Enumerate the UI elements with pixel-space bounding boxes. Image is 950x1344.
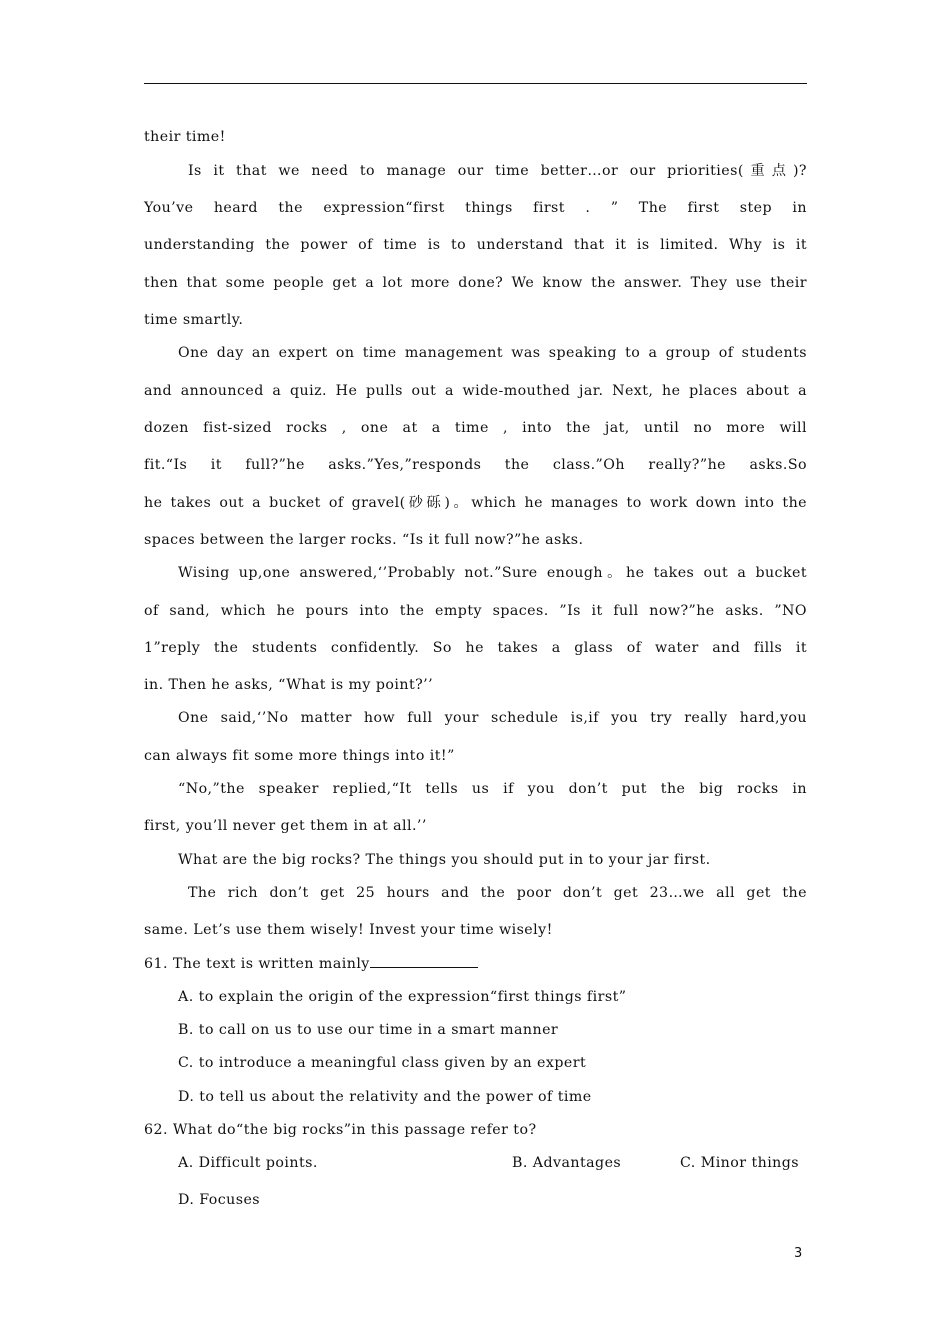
- passage-line: fit.“Is it full?”he asks.”Yes,”responds the class.”Oh really?”he asks.So: [144, 457, 807, 473]
- passage-line: of sand, which he pours into the empty spaces. ”Is it full now?”he asks. ”NO: [144, 603, 807, 619]
- passage-line: can always fit some more things into it!”: [144, 748, 455, 764]
- passage-line: One said,‘’No matter how full your schedule is,if you try really hard,you: [178, 710, 807, 726]
- question-61-stem: 61. The text is written mainly: [144, 953, 807, 974]
- question-62-option-a: A. Difficult points.: [178, 1155, 318, 1171]
- passage-line: Wising up,one answered,‘’Probably not.”Sure enough。he takes out a bucket: [178, 565, 807, 581]
- passage-line: same. Let’s use them wisely! Invest your time wisely!: [144, 922, 553, 938]
- page-number: 3: [794, 1246, 803, 1261]
- passage-line: 1”reply the students confidently. So he takes a glass of water and fills it: [144, 640, 807, 656]
- question-61-option-a: A. to explain the origin of the expression“first things first”: [178, 989, 627, 1005]
- question-61-option-d: D. to tell us about the relativity and the power of time: [178, 1089, 592, 1105]
- question-62-option-b: B. Advantages: [512, 1155, 622, 1171]
- passage-line: first, you’ll never get them in at all.’’: [144, 818, 427, 834]
- passage-line: time smartly.: [144, 312, 244, 328]
- answer-blank: [370, 953, 478, 968]
- question-62-option-c: C. Minor things: [680, 1155, 800, 1171]
- question-61-option-c: C. to introduce a meaningful class given by an expert: [178, 1055, 587, 1071]
- passage-line: their time!: [144, 129, 226, 145]
- passage-line: then that some people get a lot more done? We know the answer. They use their: [144, 275, 807, 291]
- passage-line: dozen fist-sized rocks , one at a time , into the jat, until no more will: [144, 420, 807, 436]
- passage-line: The rich don’t get 25 hours and the poor don’t get 23…we all get the: [188, 885, 807, 901]
- passage-line: and announced a quiz. He pulls out a wide-mouthed jar. Next, he places about a: [144, 383, 807, 399]
- passage-line: he takes out a bucket of gravel(砂砾)。which he manages to work down into the: [144, 495, 807, 511]
- passage-line: What are the big rocks? The things you should put in to your jar first.: [178, 852, 711, 868]
- passage-line: One day an expert on time management was speaking to a group of students: [178, 345, 807, 361]
- passage-line: Is it that we need to manage our time better…or our priorities(重点)?: [188, 163, 807, 179]
- question-62-option-d: D. Focuses: [178, 1192, 261, 1208]
- header-rule: [144, 83, 807, 84]
- passage-line: spaces between the larger rocks. “Is it full now?”he asks.: [144, 532, 584, 548]
- question-62-stem: 62. What do“the big rocks”in this passage refer to?: [144, 1122, 537, 1138]
- question-61-option-b: B. to call on us to use our time in a smart manner: [178, 1022, 559, 1038]
- passage-line: “No,”the speaker replied,“It tells us if you don’t put the big rocks in: [178, 781, 807, 797]
- passage-line: You’ve heard the expression“first things first . ” The first step in: [144, 200, 807, 216]
- passage-line: in. Then he asks, “What is my point?’’: [144, 677, 434, 693]
- passage-line: understanding the power of time is to understand that it is limited. Why is it: [144, 237, 807, 253]
